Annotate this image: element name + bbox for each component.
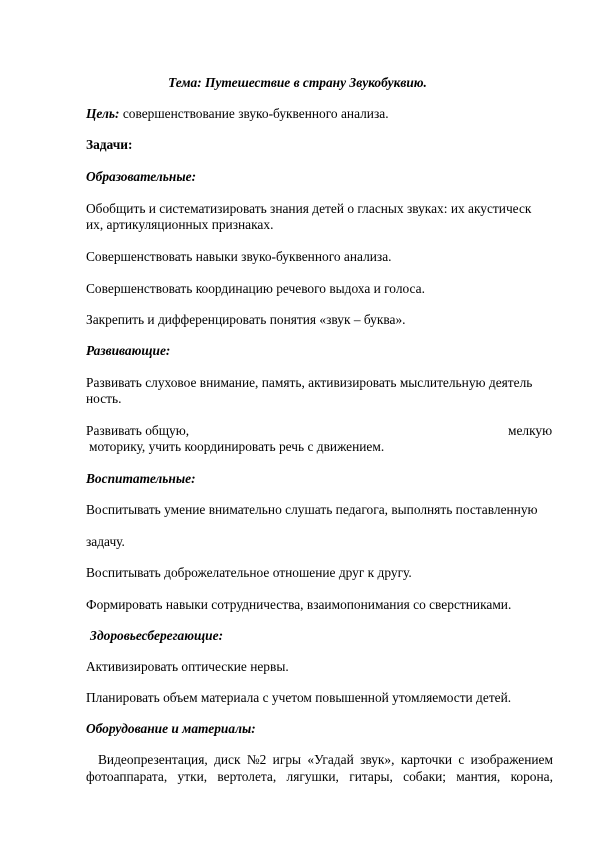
developing-heading: Развивающие:	[86, 343, 171, 358]
upbringing-item: Воспитывать доброжелательное отношение друг к другу.	[86, 565, 412, 580]
equipment-word: изображением	[470, 752, 553, 767]
upbringing-item: Формировать навыки сотрудничества, взаимопонимания со сверстниками.	[86, 597, 512, 612]
educational-item: их, артикуляционных признаках.	[86, 217, 274, 232]
tasks-heading: Задачи:	[86, 137, 133, 152]
equipment-word: собаки;	[403, 769, 446, 784]
equipment-word: «Угадай	[307, 752, 354, 767]
equipment-word: лягушки,	[286, 769, 339, 784]
goal-text: совершенствование звуко-буквенного анализа.	[119, 106, 389, 121]
equipment-word: игры	[272, 752, 302, 767]
equipment-heading: Оборудование и материалы:	[86, 721, 256, 736]
equipment-word: звук»,	[360, 752, 395, 767]
upbringing-item: Воспитывать умение внимательно слушать педагога, выполнять поставленную	[86, 502, 538, 517]
goal-line	[86, 106, 389, 122]
educational-item: Совершенствовать координацию речевого выдоха и голоса.	[86, 281, 425, 296]
equipment-word: карточки	[400, 752, 453, 767]
equipment-word: вертолета,	[217, 769, 277, 784]
equipment-word: диск	[214, 752, 241, 767]
upbringing-heading: Воспитательные:	[86, 471, 196, 486]
developing-item: моторику, учить координировать речь с движением.	[89, 439, 385, 454]
equipment-word: №2	[246, 752, 267, 767]
developing-item: Развивать общую,	[86, 423, 190, 438]
equipment-line-1	[98, 752, 553, 768]
page-title: Тема: Путешествие в страну Звукобуквию.	[168, 75, 427, 90]
upbringing-item: задачу.	[86, 534, 125, 549]
educational-heading: Образовательные:	[86, 169, 197, 184]
educational-item: Обобщить и систематизировать знания детей о гласных звуках: их акустическ	[86, 201, 532, 216]
developing-item: ность.	[86, 391, 122, 406]
equipment-word: фотоаппарата,	[86, 769, 168, 784]
equipment-word: Видеопрезентация,	[98, 752, 208, 767]
developing-item: мелкую	[508, 423, 553, 438]
educational-item: Совершенствовать навыки звуко-буквенного анализа.	[86, 249, 392, 264]
equipment-word: корона,	[510, 769, 553, 784]
educational-item: Закрепить и дифференцировать понятия «звук – буква».	[86, 312, 406, 327]
goal-label: Цель:	[86, 106, 120, 121]
equipment-line-2	[86, 769, 553, 785]
health-item: Планировать объем материала с учетом повышенной утомляемости детей.	[86, 690, 512, 705]
health-item: Активизировать оптические нервы.	[86, 659, 289, 674]
health-heading: Здоровьесберегающие:	[90, 628, 224, 643]
equipment-word: гитары,	[349, 769, 393, 784]
developing-item: Развивать слуховое внимание, память, активизировать мыслительную деятель	[86, 375, 533, 390]
equipment-word: утки,	[177, 769, 208, 784]
equipment-word: с	[458, 752, 465, 767]
equipment-word: мантия,	[456, 769, 501, 784]
